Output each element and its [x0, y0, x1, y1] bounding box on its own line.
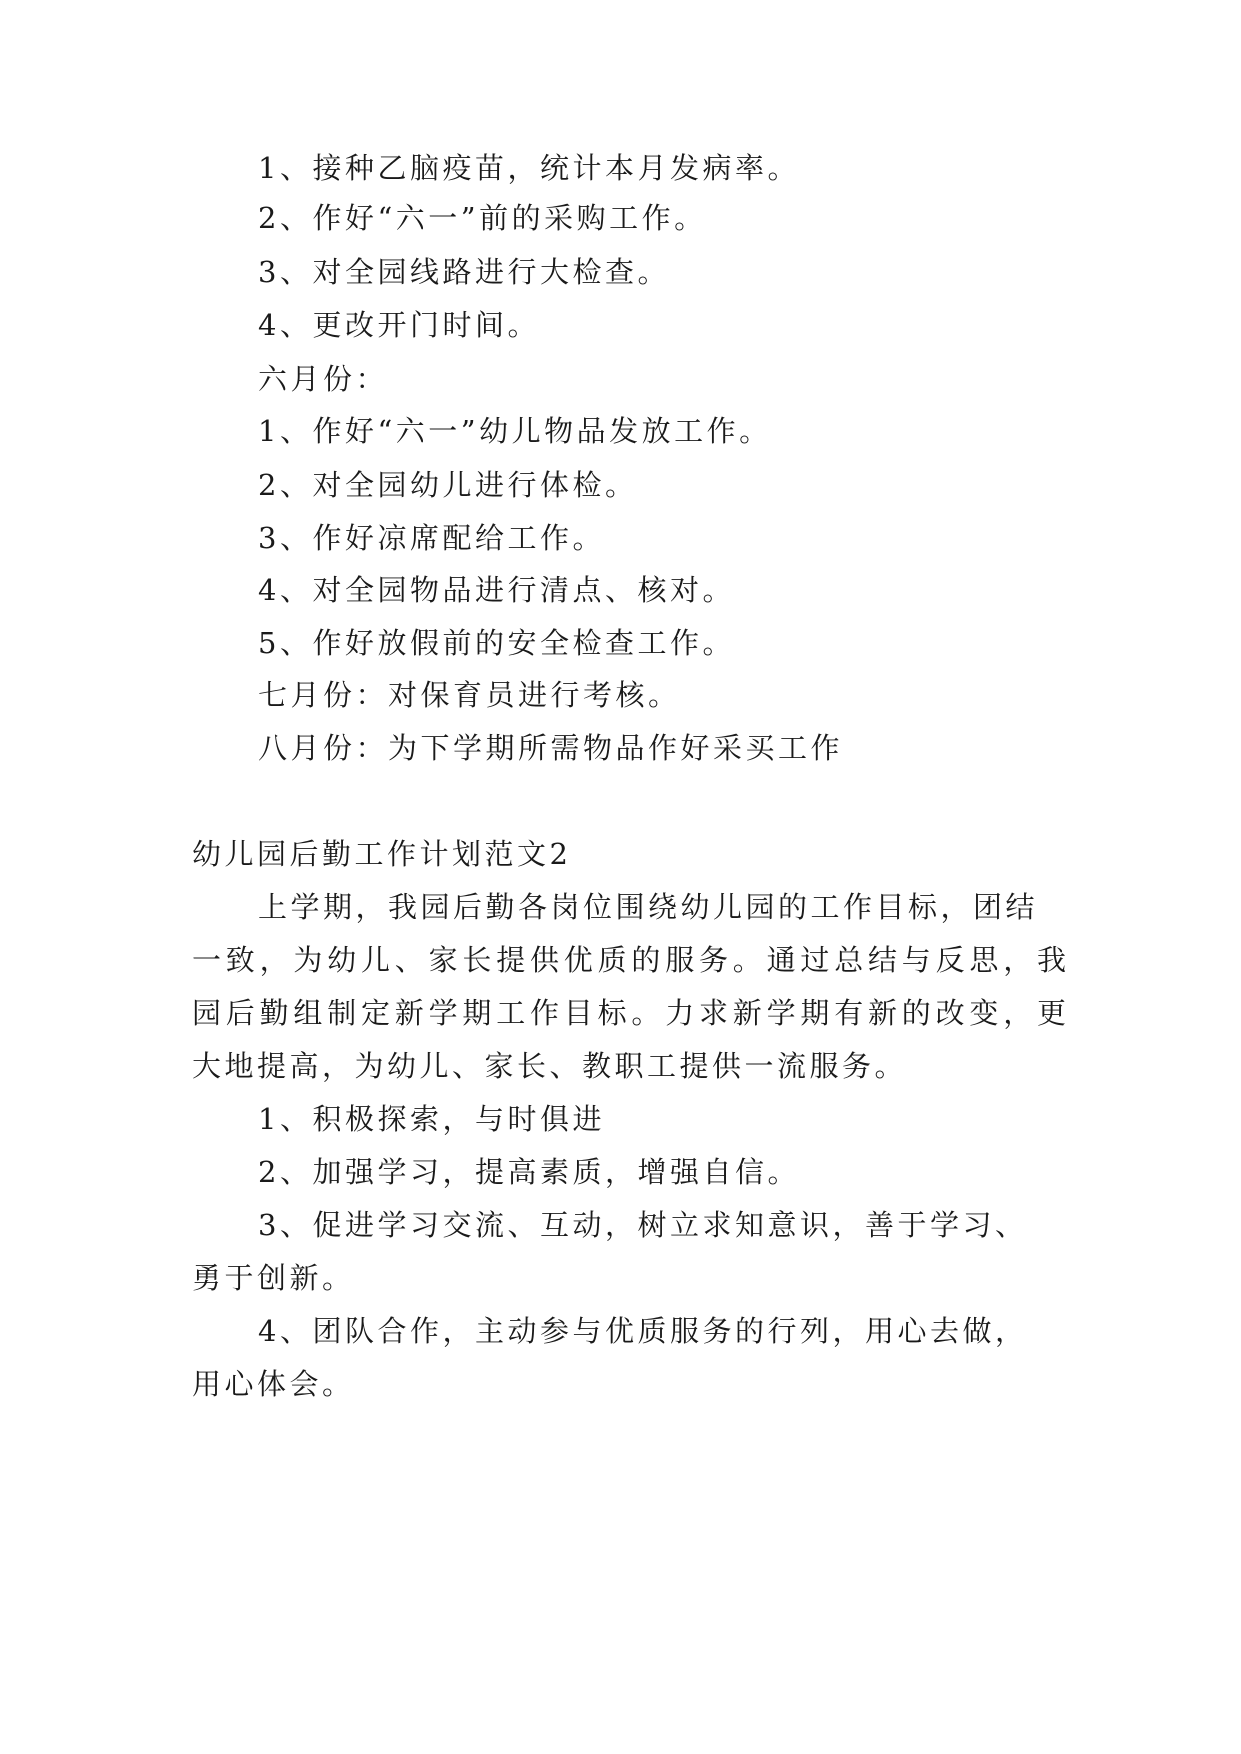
june-item-1: 1、作好“六一”幼儿物品发放工作。: [258, 414, 772, 448]
may-item-1: 1、接种乙脑疫苗，统计本月发病率。: [258, 151, 800, 185]
june-item-2: 2、对全园幼儿进行体检。: [258, 468, 638, 502]
goal-item-4-line-2: 用心体会。: [192, 1367, 355, 1401]
may-item-3: 3、对全园线路进行大检查。: [258, 255, 670, 289]
intro-line-3: 园后勤组制定新学期工作目标。力求新学期有新的改变，更: [192, 996, 1071, 1030]
section2-title: 幼儿园后勤工作计划范文2: [192, 837, 572, 871]
june-item-3: 3、作好凉席配给工作。: [258, 521, 605, 555]
may-item-4: 4、更改开门时间。: [258, 308, 540, 342]
june-heading: 六月份：: [258, 362, 389, 396]
june-item-4: 4、对全园物品进行清点、核对。: [258, 573, 735, 607]
august-line: 八月份：为下学期所需物品作好采买工作: [258, 731, 844, 765]
intro-line-4: 大地提高，为幼儿、家长、教职工提供一流服务。: [192, 1049, 908, 1083]
july-line: 七月份：对保育员进行考核。: [258, 678, 681, 712]
goal-item-2: 2、加强学习，提高素质，增强自信。: [258, 1155, 800, 1189]
goal-item-3-line-2: 勇于创新。: [192, 1261, 355, 1295]
may-item-2: 2、作好“六一”前的采购工作。: [258, 201, 707, 235]
june-item-5: 5、作好放假前的安全检查工作。: [258, 626, 735, 660]
goal-item-1: 1、积极探索，与时俱进: [258, 1102, 605, 1136]
intro-line-1: 上学期，我园后勤各岗位围绕幼儿园的工作目标，团结: [258, 890, 1039, 924]
goal-item-3-line-1: 3、促进学习交流、互动，树立求知意识，善于学习、: [258, 1208, 1028, 1242]
intro-line-2: 一致，为幼儿、家长提供优质的服务。通过总结与反思，我: [192, 943, 1071, 977]
goal-item-4-line-1: 4、团队合作，主动参与优质服务的行列，用心去做，: [258, 1314, 1028, 1348]
